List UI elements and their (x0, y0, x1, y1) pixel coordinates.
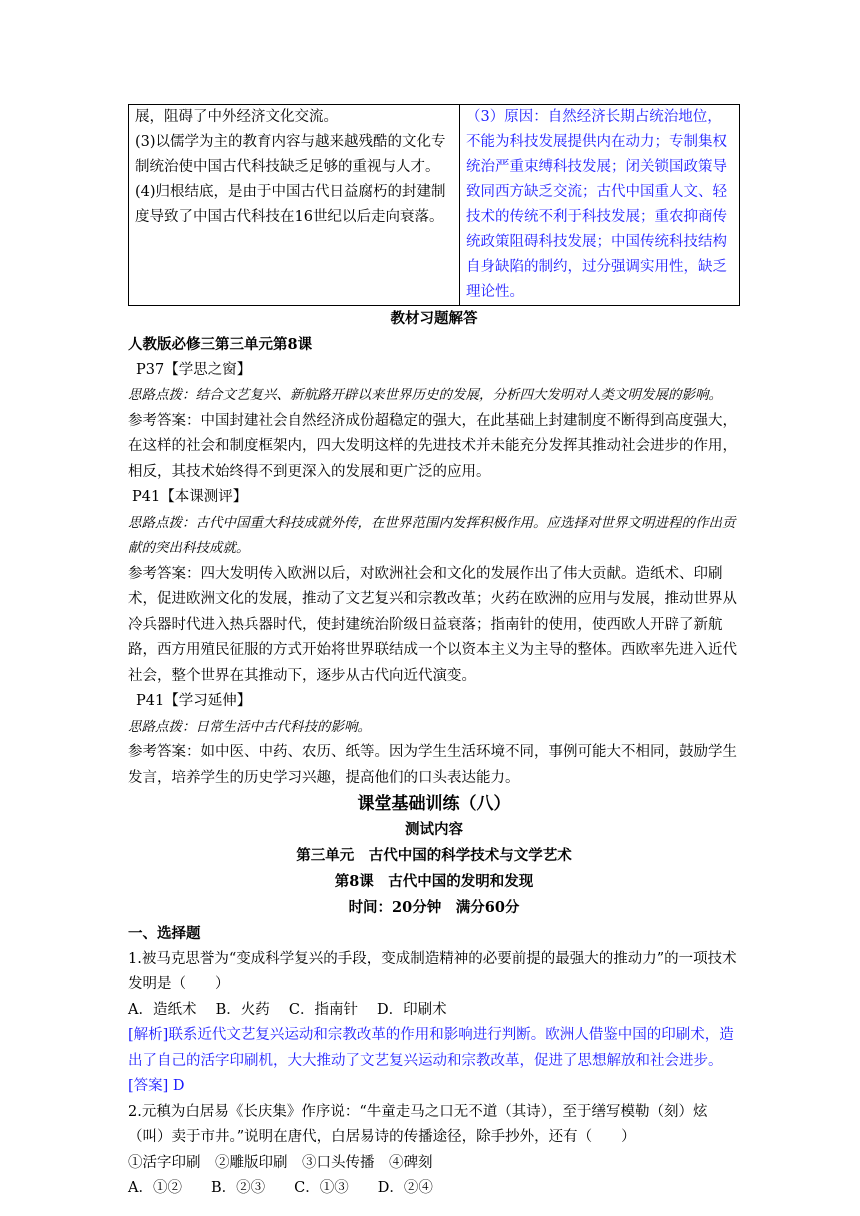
question-stem: 1.被马克思誉为“变成科学复兴的手段，变成制造精神的必要前提的最强大的推动力”的一项技术发明是（ ） (128, 950, 737, 992)
question-answer: [答案] D (128, 1078, 185, 1094)
training-subtitle: 测试内容 (405, 821, 463, 838)
section-title-exercises: 教材习题解答 (390, 310, 478, 327)
exercise-answer: 参考答案：四大发明传入欧洲以后，对欧洲社会和文化的发展作出了伟大贡献。造纸术、印刷术，促进欧洲文化的发展，推动了文艺复兴和宗教改革；火药在欧洲的应用与发展，推动世界从冷兵器时代进入热兵器时代，使封建统治阶级日益衰落；指南针的使用，使西欧人开辟了新航路，西方用殖民征服的方式开始将世界联结成一个以资本主义为主导的整体。西欧率先进入近代社会，整个世界在其推动下，逐步从古代向近代演变。 (128, 565, 737, 684)
training-time: 时间：20分钟 满分60分 (348, 899, 520, 916)
training-title: 课堂基础训练（八） (357, 794, 511, 814)
comparison-table (128, 104, 740, 306)
table-left-line: (4)归根结底，是由于中国古代日益腐朽的封建制度导致了中国古代科技在16世纪以后走向衰落。 (135, 184, 446, 225)
exercise-head: P37【学思之窗】 (136, 361, 252, 378)
question-analysis: [解析]联系近代文艺复兴运动和宗教改革的作用和影响进行判断。欧洲人借鉴中国的印刷术，造出了自己的活字印刷机，大大推动了文艺复兴运动和宗教改革，促进了思想解放和社会进步。 (128, 1027, 734, 1069)
exercise-head: P41【学习延伸】 (136, 693, 252, 709)
section-subtitle-textbook: 人教版必修三第三单元第8课 (128, 336, 313, 353)
table-left-line: 展，阻碍了中外经济文化交流。 (135, 109, 338, 125)
exercise-answer: 参考答案：中国封建社会自然经济成份超稳定的强大，在此基础上封建制度不断得到高度强大，在这样的社会和制度框架内，四大发明这样的先进技术并未能充分发挥其推动社会进步的作用，相反，其技术始终得不到更深入的发展和更广泛的应用。 (128, 412, 737, 480)
exercise-hint: 思路点拨：日常生活中古代科技的影响。 (128, 718, 371, 735)
question-part-label: 一、选择题 (128, 925, 201, 942)
question-choices: ①活字印刷 ②雕版印刷 ③口头传播 ④碑刻 (128, 1154, 433, 1171)
question-options: A．①② B．②③ C．①③ D．②④ (128, 1180, 433, 1196)
table-row (129, 105, 740, 306)
exercise-hint: 思路点拨：古代中国重大科技成就外传，在世界范围内发挥积极作用。应选择对世界文明进程的作出贡献的突出科技成就。 (128, 514, 736, 556)
exercise-head: P41【本课测评】 (132, 489, 248, 505)
table-left-line: (3)以儒学为主的教育内容与越来越残酷的文化专制统治使中国古代科技缺乏足够的重视与人才。 (135, 134, 446, 175)
table-cell-right (460, 105, 740, 306)
table-cell-left (129, 105, 460, 306)
question-options: A．造纸术 B．火药 C．指南针 D．印刷术 (128, 1001, 447, 1018)
question-stem: 2.元稹为白居易《长庆集》作序说：“牛童走马之口无不道（其诗），至于缮写模勒（刻）炫（叫）卖于市井。”说明在唐代，白居易诗的传播途径，除手抄外，还有（ ） (128, 1103, 708, 1145)
exercise-hint: 思路点拨：结合文艺复兴、新航路开辟以来世界历史的发展，分析四大发明对人类文明发展的影响。 (128, 387, 722, 403)
training-unit: 第三单元 古代中国的科学技术与文学艺术 (296, 847, 572, 864)
table-right-text: （3）原因：自然经济长期占统治地位，不能为科技发展提供内在动力；专制集权统治严重束缚科技发展；闭关锁国政策导致同西方缺乏交流；古代中国重人文、轻技术的传统不利于科技发展；重农抑商传统政策阻碍科技发展；中国传统科技结构自身缺陷的制约，过分强调实用性，缺乏理论性。 (466, 109, 727, 300)
training-lesson: 第8课 古代中国的发明和发现 (334, 873, 534, 890)
exercise-answer: 参考答案：如中医、中药、农历、纸等。因为学生生活环境不同，事例可能大不相同，鼓励学生发言，培养学生的历史学习兴趣，提高他们的口头表达能力。 (128, 744, 737, 786)
document-page (128, 104, 740, 1202)
